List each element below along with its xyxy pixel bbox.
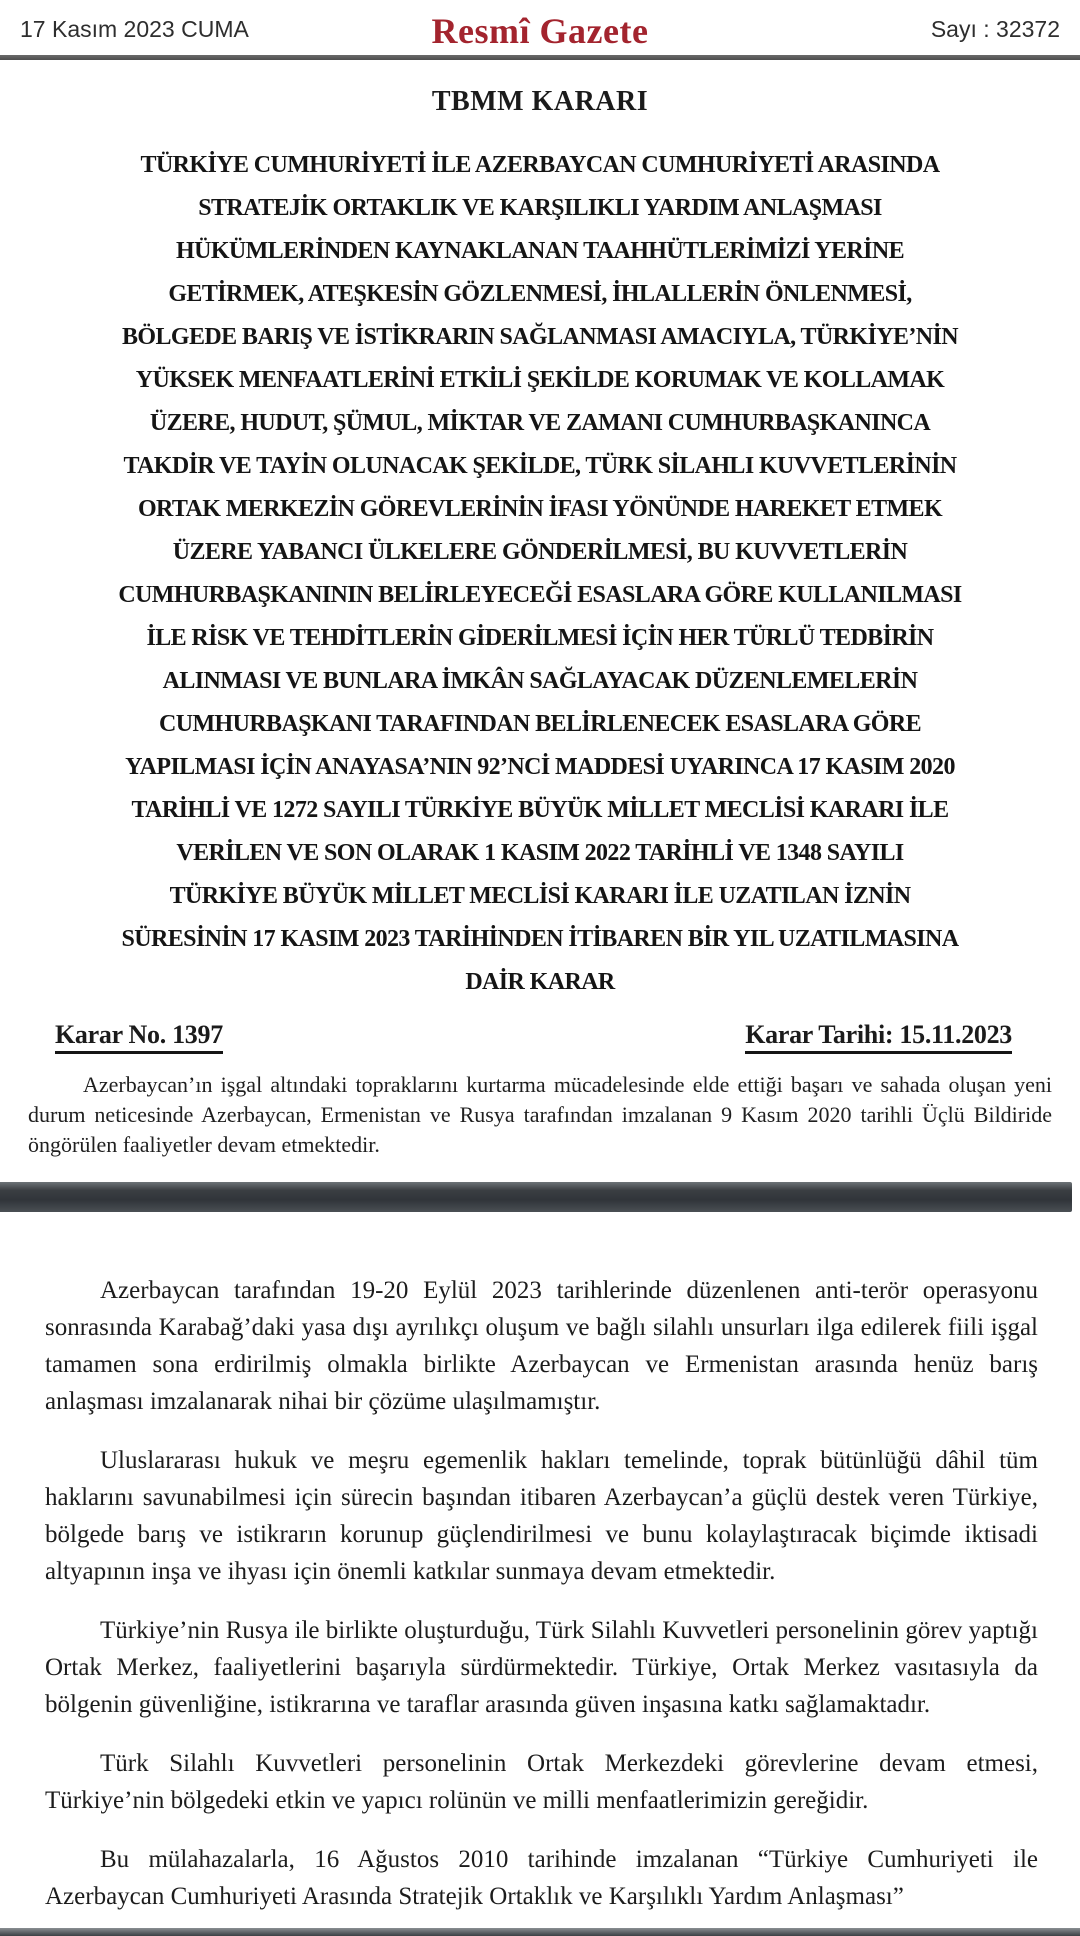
decision-title-line: TAKDİR VE TAYİN OLUNACAK ŞEKİLDE, TÜRK SİLAHLI KUVVETLERİNİN	[123, 453, 957, 479]
gazette-date: 17 Kasım 2023 CUMA	[20, 16, 249, 42]
decision-title-line: ÜZERE, HUDUT, ŞÜMUL, MİKTAR VE ZAMANI CUMHURBAŞKANINCA	[149, 410, 931, 436]
decision-title-line: HÜKÜMLERİNDEN KAYNAKLANAN TAAHHÜTLERİMİZİ YERİNE	[176, 238, 904, 264]
decision-title-line: YAPILMASI İÇİN ANAYASA’NIN 92’NCİ MADDESİ UYARINCA 17 KASIM 2020	[125, 754, 955, 780]
decision-title-line: ORTAK MERKEZİN GÖREVLERİNİN İFASI YÖNÜNDE HAREKET ETMEK	[137, 496, 943, 522]
section-title: TBMM KARARI	[431, 86, 649, 117]
decision-title-line: ALINMASI VE BUNLARA İMKÂN SAĞLAYACAK DÜZENLEMELERİN	[162, 668, 918, 694]
decision-title-line: VERİLEN VE SON OLARAK 1 KASIM 2022 TARİHLİ VE 1348 SAYILI	[176, 840, 904, 866]
decision-title-line: TARİHLİ VE 1272 SAYILI TÜRKİYE BÜYÜK MİLLET MECLİSİ KARARI İLE	[131, 797, 949, 823]
gazette-issue-number: Sayı : 32372	[930, 16, 1060, 42]
body-paragraph: Türkiye’nin Rusya ile birlikte oluşturduğu, Türk Silahlı Kuvvetleri personelinin görev yaptığı Ortak Merkez, faaliyetlerini başarıyla sürdürmektedir. Türkiye, Ortak Merkez vasıtasıyla da bölgenin güvenliğine, istikrarına ve taraflar arasında güven inşasına katkı sağlamaktadır.	[45, 1617, 1038, 1718]
decision-title-line: STRATEJİK ORTAKLIK VE KARŞILIKLI YARDIM ANLAŞMASI	[198, 195, 882, 221]
decision-title-line: TÜRKİYE CUMHURİYETİ İLE AZERBAYCAN CUMHURİYETİ ARASINDA	[140, 152, 940, 178]
page1-paragraph: Azerbaycan’ın işgal altındaki topraklarını kurtarma mücadelesinde elde ettiği başarı ve sahada oluşan yeni durum neticesinde Azerbaycan, Ermenistan ve Rusya tarafından imzalanan 9 Kasım 2020 tarihli Üçlü Bildiride öngörülen faaliyetler devam etmektedir.	[28, 1072, 1052, 1157]
decision-title-line: CUMHURBAŞKANI TARAFINDAN BELİRLENECEK ESASLARA GÖRE	[159, 711, 921, 737]
gazette-header	[0, 0, 1080, 52]
decision-title-line: TÜRKİYE BÜYÜK MİLLET MECLİSİ KARARI İLE UZATILAN İZNİN	[169, 883, 911, 909]
decision-title-line: GETİRMEK, ATEŞKESİN GÖZLENMESİ, İHLALLERİN ÖNLENMESİ,	[168, 281, 912, 307]
decision-title-line: YÜKSEK MENFAATLERİNİ ETKİLİ ŞEKİLDE KORUMAK VE KOLLAMAK	[135, 367, 945, 393]
decision-title-line: SÜRESİNİN 17 KASIM 2023 TARİHİNDEN İTİBAREN BİR YIL UZATILMASINA	[121, 926, 959, 952]
body-paragraph: Uluslararası hukuk ve meşru egemenlik hakları temelinde, toprak bütünlüğü dâhil tüm haklarını savunabilmesi için sürecin başından itibaren Azerbaycan’a güçlü destek veren Türkiye, bölgede barış ve istikrarın korunup güçlendirilmesi ve bunu kolaylaştıracak biçimde iktisadi altyapının inşa ve ihyası için önemli katkılar sunmaya devam etmektedir.	[45, 1447, 1038, 1585]
decision-title-line: ÜZERE YABANCI ÜLKELERE GÖNDERİLMESİ, BU KUVVETLERİN	[172, 539, 908, 565]
decision-number: Karar No. 1397	[55, 1020, 223, 1054]
page2-body	[45, 1272, 1038, 1915]
bottom-page-separator	[0, 1928, 1080, 1936]
page-separator-bar	[0, 1182, 1072, 1212]
body-paragraph: Azerbaycan tarafından 19-20 Eylül 2023 tarihlerinde düzenlenen anti-terör operasyonu sonrasında Karabağ’daki yasa dışı ayrılıkçı oluşum ve bağlı silahlı unsurları ilga edilerek fiili işgal tamamen sona erdirilmiş olmakla birlikte Azerbaycan ve Ermenistan arasında henüz barış anlaşması imzalanarak nihai bir çözüme ulaşılmamıştır.	[45, 1277, 1038, 1415]
decision-meta-row	[0, 1020, 1080, 1054]
decision-title-line: BÖLGEDE BARIŞ VE İSTİKRARIN SAĞLANMASI AMACIYLA, TÜRKİYE’NİN	[122, 324, 958, 350]
body-paragraph: Bu mülahazalarla, 16 Ağustos 2010 tarihinde imzalanan “Türkiye Cumhuriyeti ile Azerbaycan Cumhuriyeti Arasında Stratejik Ortaklık ve Karşılıklı Yardım Anlaşması”	[45, 1846, 1038, 1910]
body-paragraph: Türk Silahlı Kuvvetleri personelinin Ortak Merkezdeki görevlerine devam etmesi, Türkiye’nin bölgedeki etkin ve yapıcı rolünün ve milli menfaatlerimizin gereğidir.	[45, 1750, 1038, 1814]
decision-title-block	[0, 144, 1080, 1004]
header-divider	[0, 55, 1080, 60]
gazette-masthead: Resmî Gazete	[431, 11, 649, 51]
decision-title-line: DAİR KARAR	[465, 969, 615, 995]
decision-date: Karar Tarihi: 15.11.2023	[745, 1020, 1012, 1054]
decision-title-line: CUMHURBAŞKANININ BELİRLEYECEĞİ ESASLARA GÖRE KULLANILMASI	[118, 582, 962, 608]
decision-title-line: İLE RİSK VE TEHDİTLERİN GİDERİLMESİ İÇİN HER TÜRLÜ TEDBİRİN	[146, 625, 934, 651]
